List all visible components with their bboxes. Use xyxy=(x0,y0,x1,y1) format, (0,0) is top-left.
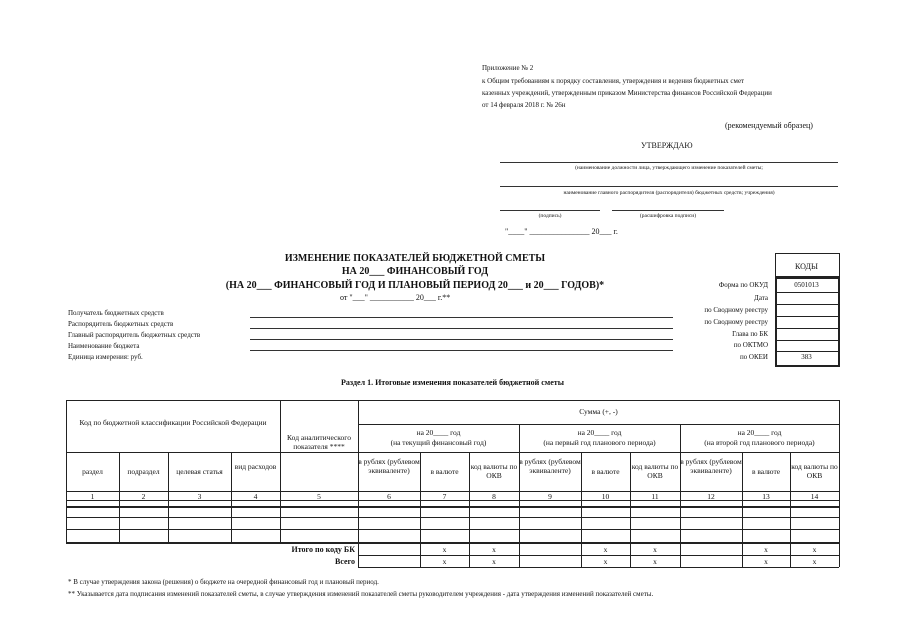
code-label-registry: по Сводному реестру xyxy=(704,306,768,314)
code-label-date: Дата xyxy=(754,294,768,302)
x-mark: x xyxy=(764,545,768,554)
caption-sign: (подпись) xyxy=(538,213,562,219)
col-okv-3: код валюты по ОКВ xyxy=(791,462,838,480)
period-3-title: на 20____ год xyxy=(737,428,782,437)
approve-title: УТВЕРЖДАЮ xyxy=(641,141,693,150)
footnote: * В случае утверждения закона (решения) о бюджете на очередной финансовый год и плановый период. xyxy=(68,578,379,586)
doc-title-period: (НА 20___ ФИНАНСОВЫЙ ГОД И ПЛАНОВЫЙ ПЕРИОД 20___ и 20___ ГОДОВ)* xyxy=(225,280,605,291)
col-num: 8 xyxy=(492,492,496,501)
col-currency-3: в валюте xyxy=(751,467,781,476)
appendix-line: казенных учреждений, утвержденным приказом Министерства финансов Российской Федерации xyxy=(482,89,772,97)
doc-title-year: НА 20___ ФИНАНСОВЫЙ ГОД xyxy=(341,266,489,277)
period-2-title: на 20____ год xyxy=(577,428,622,437)
col-num: 6 xyxy=(387,492,391,501)
col-num: 3 xyxy=(197,492,202,501)
col-num: 4 xyxy=(253,492,258,501)
col-target: целевая статья xyxy=(176,467,223,476)
recommended-sample: (рекомендуемый образец) xyxy=(725,121,813,130)
code-value-okei: 383 xyxy=(801,353,812,361)
col-rub-3: в рублях (рублевом эквиваленте) xyxy=(680,457,742,475)
period-1-title: на 20____ год xyxy=(416,428,461,437)
period-3-subtitle: (на второй год планового периода) xyxy=(704,438,815,447)
field-distributor: Распорядитель бюджетных средств xyxy=(68,320,174,328)
field-recipient: Получатель бюджетных средств xyxy=(68,309,164,317)
col-subsection: подраздел xyxy=(127,467,160,476)
col-expense-type: вид расходов xyxy=(234,462,277,471)
x-mark: x xyxy=(442,545,447,554)
code-value-okud: 0501013 xyxy=(794,281,819,289)
analytic-header: Код аналитического показателя **** xyxy=(287,433,351,451)
col-rub-1: в рублях (рублевом эквиваленте) xyxy=(358,457,420,475)
period-2-subtitle: (на первый год планового периода) xyxy=(543,438,656,447)
field-main-distributor: Главный распорядитель бюджетных средств xyxy=(68,331,201,339)
total-all-label: Всего xyxy=(335,557,355,566)
code-label-registry2: по Сводному реестру xyxy=(704,318,768,326)
total-bk-label: Итого по коду БК xyxy=(291,545,355,554)
x-mark: x xyxy=(653,545,657,554)
x-mark: x xyxy=(603,557,608,566)
col-num: 14 xyxy=(810,492,819,501)
code-label-okud: Форма по ОКУД xyxy=(718,281,768,289)
doc-title: ИЗМЕНЕНИЕ ПОКАЗАТЕЛЕЙ БЮДЖЕТНОЙ СМЕТЫ xyxy=(284,253,546,264)
approve-date: "____" _______________ 20___ г. xyxy=(505,227,618,236)
x-mark: x xyxy=(603,545,608,554)
col-num: 10 xyxy=(601,492,610,501)
col-num: 11 xyxy=(651,492,659,501)
doc-date: от "___" ___________ 20___ г.** xyxy=(340,293,451,302)
col-num: 13 xyxy=(762,492,770,501)
codes-header: КОДЫ xyxy=(795,262,818,271)
appendix-date: от 14 февраля 2018 г. № 26н xyxy=(482,101,566,109)
x-mark: x xyxy=(492,557,496,566)
code-label-bk: Глава по БК xyxy=(732,330,768,338)
caption-decode: (расшифровка подписи) xyxy=(639,213,697,219)
col-okv-1: код валюты по ОКВ xyxy=(470,462,518,480)
col-num: 12 xyxy=(707,492,715,501)
field-budget: Наименование бюджета xyxy=(68,342,140,350)
col-num: 9 xyxy=(548,492,552,501)
bk-header: Код по бюджетной классификации Российской Федерации xyxy=(79,418,267,427)
code-label-oktmo: по ОКТМО xyxy=(733,341,768,349)
col-rub-2: в рублях (рублевом эквиваленте) xyxy=(519,457,581,475)
col-num: 2 xyxy=(141,492,146,501)
caption-org: наименование главного распорядителя (распорядителя) бюджетных средств; учреждения) xyxy=(563,190,775,196)
period-1-subtitle: (на текущий финансовый год) xyxy=(390,438,487,447)
caption-position: (наименование должности лица, утверждающего изменение показателей сметы; xyxy=(575,165,763,171)
x-mark: x xyxy=(812,557,817,566)
code-label-okei: по ОКЕИ xyxy=(739,353,768,361)
col-section: раздел xyxy=(82,467,103,476)
sum-header: Сумма (+, -) xyxy=(579,407,618,416)
x-mark: x xyxy=(492,545,496,554)
col-num: 5 xyxy=(317,492,321,501)
col-currency-2: в валюте xyxy=(591,467,620,476)
appendix-number: Приложение № 2 xyxy=(482,64,534,72)
col-num: 7 xyxy=(442,492,447,501)
field-unit: Единица измерения: руб. xyxy=(68,353,143,361)
x-mark: x xyxy=(764,557,768,566)
section-title: Раздел 1. Итоговые изменения показателей бюджетной сметы xyxy=(341,378,564,387)
col-okv-2: код валюты по ОКВ xyxy=(631,462,679,480)
x-mark: x xyxy=(653,557,657,566)
x-mark: x xyxy=(442,557,447,566)
appendix-line: к Общим требованиям к порядку составления, утверждения и ведения бюджетных смет xyxy=(482,77,745,85)
col-currency-1: в валюте xyxy=(430,467,459,476)
footnote: ** Указывается дата подписания изменений показателей сметы, в случае утверждения изменений показателей сметы руководителем учреждения - дата утверждения изменений показателей сметы. xyxy=(68,590,654,598)
x-mark: x xyxy=(812,545,817,554)
col-num: 1 xyxy=(90,492,95,501)
